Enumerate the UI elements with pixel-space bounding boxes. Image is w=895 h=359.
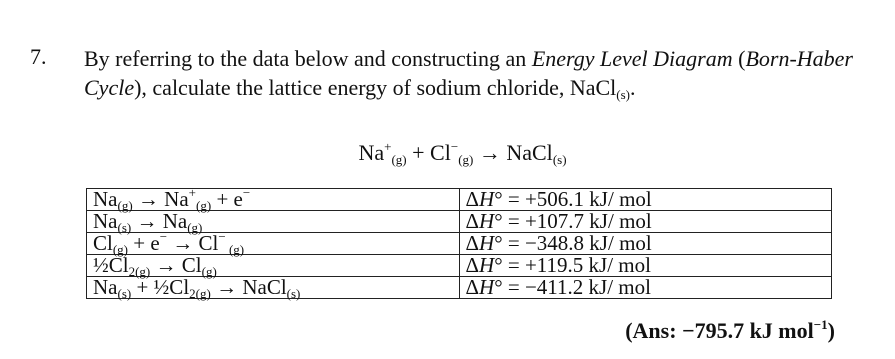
question-text <box>84 44 864 102</box>
delta-h-value: = −411.2 kJ/ mol <box>502 275 651 299</box>
eq-plus-cl: + Cl <box>406 140 451 165</box>
enthalpy-data-table <box>86 185 832 301</box>
delta-h-label: ΔH° <box>465 275 503 299</box>
eq-na-state: (g) <box>391 152 407 167</box>
delta-h-label: ΔH° <box>465 209 503 233</box>
question-subscript: (s) <box>616 87 631 102</box>
reaction-segment: − <box>159 229 168 244</box>
question-text-part3: ), calculate the lattice energy of sodium chloride, NaCl <box>134 75 617 100</box>
answer-superscript: −1 <box>813 317 828 332</box>
reaction-segment: (s) <box>286 286 301 301</box>
enthalpy-cell <box>459 255 831 277</box>
overall-equation <box>0 140 895 166</box>
eq-na: Na <box>358 140 385 165</box>
reaction-cell <box>87 211 460 233</box>
eq-product-state: (s) <box>552 152 567 167</box>
delta-h-value: = +107.7 kJ/ mol <box>502 209 652 233</box>
reaction-segment: (s) <box>117 220 132 235</box>
enthalpy-cell <box>459 233 831 255</box>
reaction-segment: (g) <box>196 198 212 213</box>
table-row <box>87 277 832 299</box>
reaction-cell <box>87 277 460 299</box>
answer-text <box>625 318 835 344</box>
answer-suffix: ) <box>827 318 835 343</box>
delta-h-value: = +506.1 kJ/ mol <box>502 187 652 211</box>
reaction-segment: → Cl <box>167 231 219 255</box>
reaction-segment: + <box>188 185 197 200</box>
eq-arrow-nacl: → NaCl <box>473 140 553 165</box>
reaction-segment: Na <box>93 275 118 299</box>
question-emphasis-energy-diagram: Energy Level Diagram <box>531 46 733 71</box>
delta-h-label: ΔH° <box>465 231 503 255</box>
eq-cl-state: (g) <box>458 152 474 167</box>
question-number: 7. <box>30 44 47 69</box>
reaction-segment: + ½Cl <box>131 275 190 299</box>
reaction-segment: (g) <box>112 242 129 257</box>
reaction-segment: Na <box>93 187 118 211</box>
enthalpy-table-body <box>87 185 832 301</box>
delta-h-value: = −348.8 kJ/ mol <box>502 231 652 255</box>
reaction-segment: 2(g) <box>189 286 211 301</box>
reaction-segment: Cl <box>93 231 113 255</box>
delta-h-label: ΔH° <box>465 187 503 211</box>
reaction-segment: ½Cl <box>93 253 129 277</box>
reaction-segment: → NaCl <box>210 275 287 299</box>
delta-h-value: = +119.5 kJ/ mol <box>502 253 651 277</box>
reaction-segment: (g) <box>225 242 245 257</box>
reaction-segment: → Na <box>132 187 189 211</box>
reaction-segment: − <box>242 185 251 200</box>
reaction-segment: → Na <box>131 209 188 233</box>
table-row <box>87 211 832 233</box>
reaction-segment: + e <box>128 231 160 255</box>
reaction-segment: (g) <box>117 198 133 213</box>
reaction-segment: − <box>218 229 226 244</box>
table-row <box>87 189 832 211</box>
reaction-segment: (g) <box>201 264 217 279</box>
eq-cl-charge: − <box>450 139 459 154</box>
delta-h-label: ΔH° <box>465 253 503 277</box>
reaction-segment: → Cl <box>150 253 202 277</box>
question-text-part2: ( <box>732 46 746 71</box>
reaction-segment: + e <box>211 187 243 211</box>
question-text-part1: By referring to the data below and constructing an <box>84 46 532 71</box>
reaction-segment: 2(g) <box>128 264 151 279</box>
reaction-segment: Na <box>93 209 118 233</box>
reaction-segment: (g) <box>187 220 203 235</box>
reaction-cell <box>87 185 460 213</box>
enthalpy-cell <box>459 277 831 299</box>
table-row <box>87 255 832 277</box>
eq-na-charge: + <box>384 139 392 154</box>
enthalpy-cell <box>459 211 831 233</box>
reaction-segment: (s) <box>117 286 132 301</box>
question-emphasis-born-haber: Born-Haber Cycle <box>84 46 853 100</box>
question-text-end: . <box>630 75 636 100</box>
reaction-cell <box>87 229 460 257</box>
reaction-cell <box>87 255 460 277</box>
enthalpy-cell <box>459 189 831 211</box>
answer-prefix: (Ans: −795.7 kJ mol <box>625 318 814 343</box>
table-row <box>87 233 832 255</box>
